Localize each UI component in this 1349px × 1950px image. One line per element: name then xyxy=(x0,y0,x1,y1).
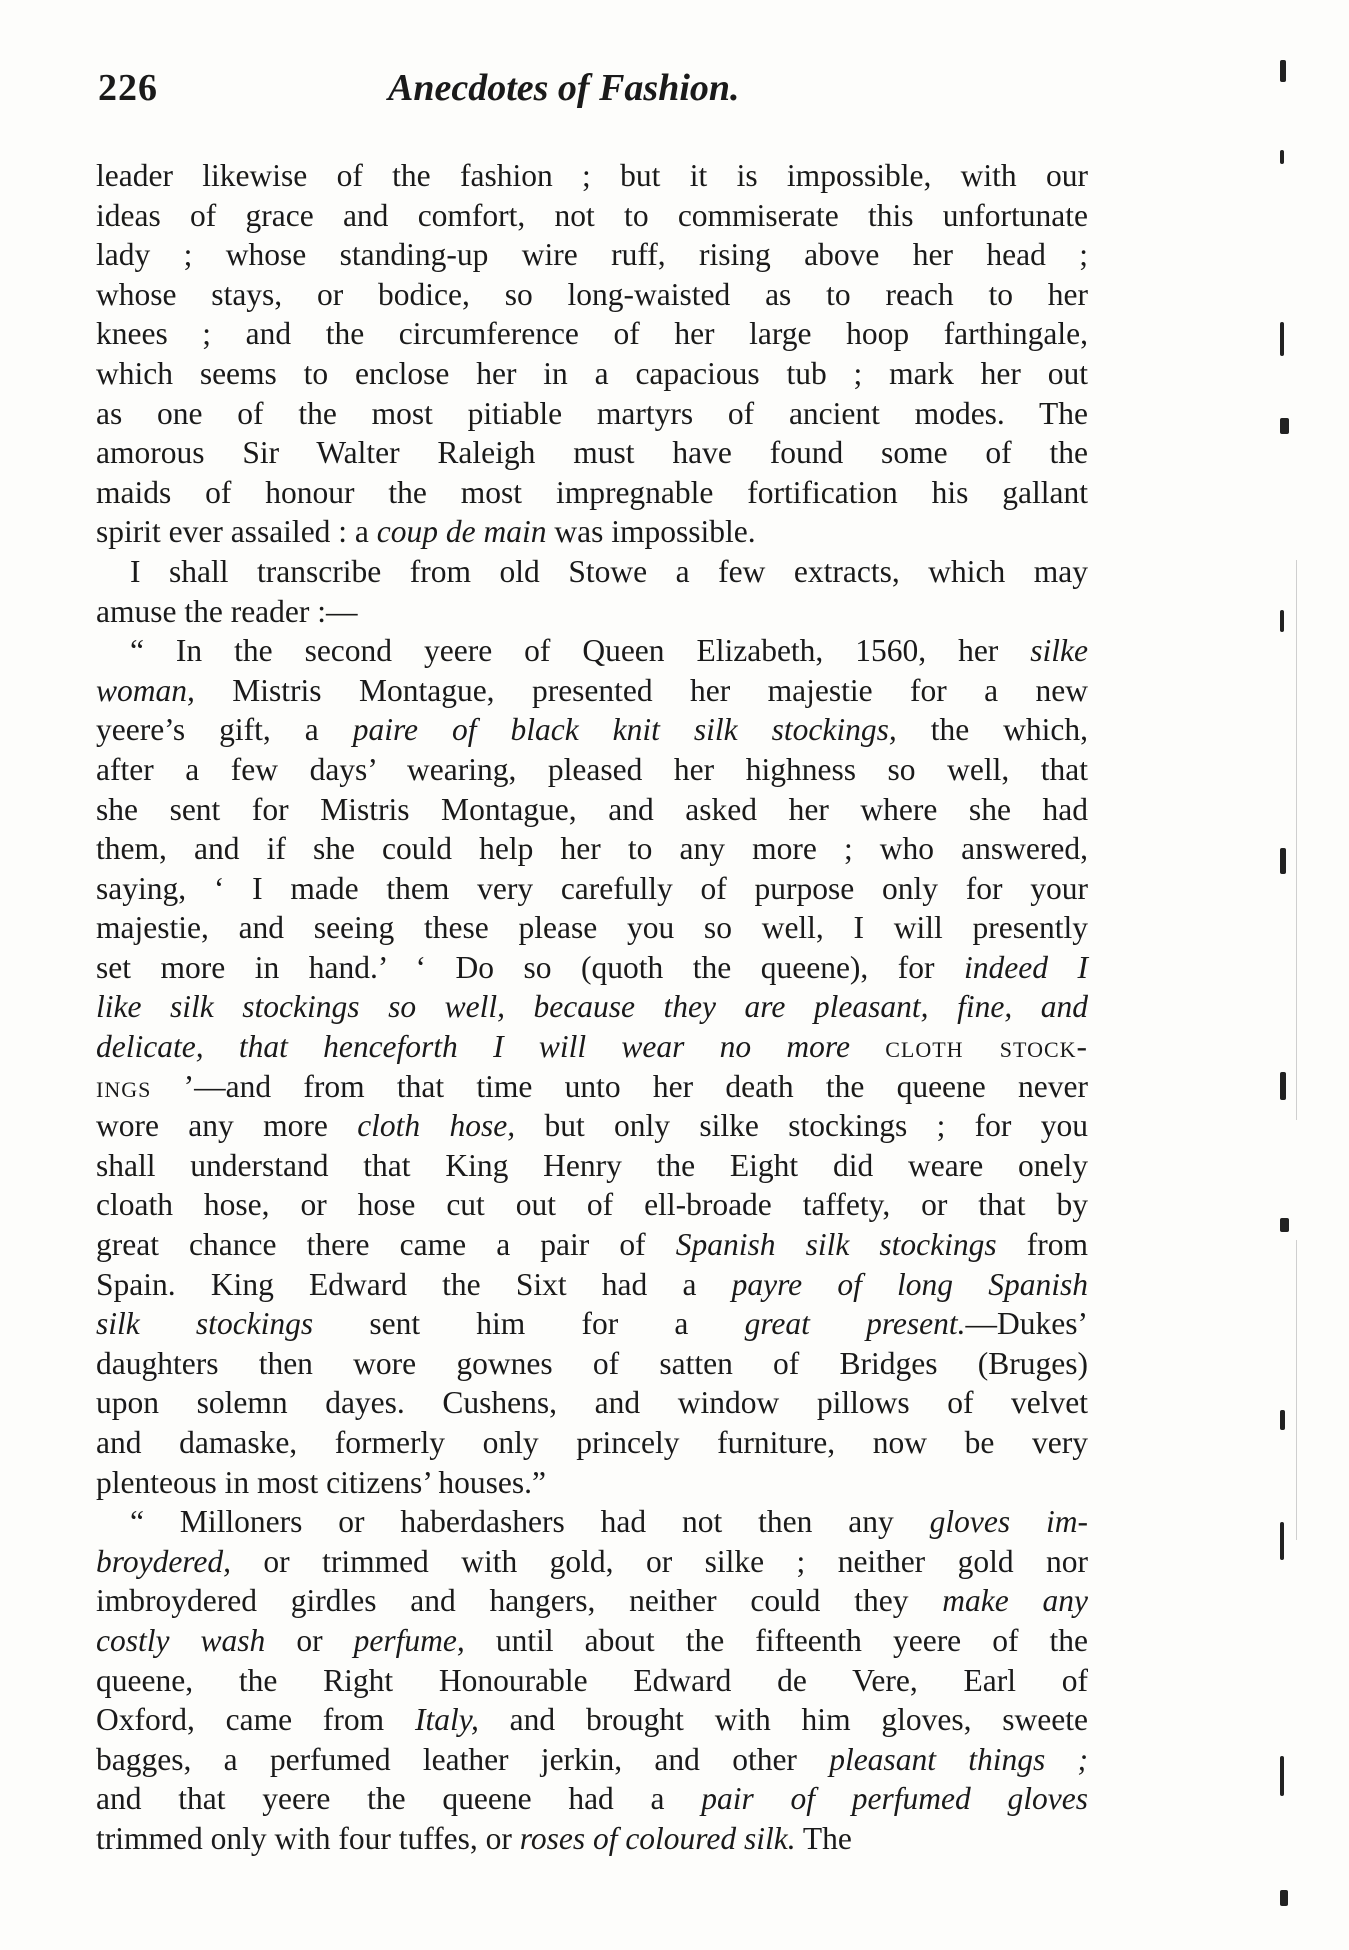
text-run: and brought with him gloves, sweete xyxy=(478,1702,1089,1738)
margin-mark xyxy=(1280,150,1284,164)
margin-mark xyxy=(1280,418,1289,434)
text-run: spirit ever assailed : a xyxy=(96,514,377,550)
text-run: ’—and from that time unto her death the queene never xyxy=(151,1068,1088,1104)
text-line xyxy=(96,1185,1088,1225)
text-run: costly wash xyxy=(96,1622,266,1658)
text-run: amorous Sir Walter Raleigh must have found some of the xyxy=(96,435,1088,471)
text-line xyxy=(96,592,1088,632)
text-run: like silk stockings so well, because they are pleasant, fine, and xyxy=(96,989,1088,1025)
margin-mark xyxy=(1280,322,1284,356)
text-run: after a few days’ wearing, pleased her highness so well, that xyxy=(96,751,1088,787)
text-line xyxy=(96,987,1088,1027)
margin-mark xyxy=(1280,1410,1285,1430)
text-run: Spain. King Edward the Sixt had a xyxy=(96,1266,732,1302)
text-line xyxy=(96,750,1088,790)
text-line xyxy=(96,512,1088,552)
text-line xyxy=(96,1423,1088,1463)
text-run: delicate, that henceforth I will wear no more xyxy=(96,1029,886,1065)
text-run: she sent for Mistris Montague, and asked her where she had xyxy=(96,791,1088,827)
text-line xyxy=(96,275,1088,315)
margin-mark xyxy=(1280,848,1286,874)
text-run: and damaske, formerly only princely furniture, now be very xyxy=(96,1425,1088,1460)
text-run: great present. xyxy=(744,1306,966,1342)
text-run: trimmed only with four tuffes, or xyxy=(96,1820,520,1856)
text-run: Oxford, came from xyxy=(96,1702,415,1738)
text-line xyxy=(96,1621,1088,1661)
text-run: bagges, a perfumed leather jerkin, and other xyxy=(96,1741,830,1777)
text-run: payre of long Spanish xyxy=(731,1266,1088,1302)
text-line xyxy=(96,196,1088,236)
text-run: from xyxy=(996,1227,1088,1263)
text-line xyxy=(96,671,1088,711)
text-run: woman, xyxy=(96,672,195,708)
text-run: ings xyxy=(96,1068,152,1104)
text-line xyxy=(96,829,1088,869)
margin-mark xyxy=(1280,1218,1289,1232)
text-run: yeere’s gift, a xyxy=(96,712,353,748)
text-run: them, and if she could help her to any more ; who answered, xyxy=(96,831,1088,867)
page-number: 226 xyxy=(98,67,158,109)
text-run: was impossible. xyxy=(546,514,756,550)
margin-marks xyxy=(1280,60,1310,1940)
text-line xyxy=(96,235,1088,275)
text-run: shall understand that King Henry the Eight did weare onely xyxy=(96,1147,1088,1183)
text-run: or trimmed with gold, or silke ; neither gold nor xyxy=(231,1543,1088,1579)
text-run: queene, the Right Honourable Edward de Vere, Earl of xyxy=(96,1662,1088,1698)
text-run: silke xyxy=(1030,633,1088,669)
text-run: cloth stock- xyxy=(885,1029,1089,1065)
text-run: gloves im- xyxy=(929,1504,1088,1540)
text-line xyxy=(96,473,1088,513)
text-run: Spanish silk stockings xyxy=(675,1227,997,1263)
text-line xyxy=(96,314,1088,354)
text-run: set more in hand.’ ‘ Do so (quoth the queene), for xyxy=(96,949,965,985)
text-run: “ In the second yeere of Queen Elizabeth, 1560, her xyxy=(130,633,1031,669)
text-line xyxy=(96,631,1088,671)
text-line xyxy=(96,1502,1088,1542)
text-run: but only silke stockings ; for you xyxy=(515,1108,1088,1144)
text-run: cloth hose, xyxy=(357,1108,516,1144)
text-run: majestie, and seeing these please you so well, I will presently xyxy=(96,910,1088,946)
text-line xyxy=(96,1304,1088,1344)
text-run: leader likewise of the fashion ; but it is impossible, with our xyxy=(96,158,1088,193)
text-run: whose stays, or bodice, so long-waisted as to reach to her xyxy=(96,276,1088,312)
margin-mark xyxy=(1280,610,1284,632)
text-run: or xyxy=(265,1622,354,1658)
text-run: Mistris Montague, presented her majestie for a new xyxy=(194,672,1088,708)
margin-mark xyxy=(1280,1072,1286,1100)
text-run: plenteous in most citizens’ houses.” xyxy=(96,1464,546,1500)
text-run: broydered, xyxy=(96,1543,231,1579)
text-run: wore any more xyxy=(96,1108,358,1144)
text-run: pair of perfumed gloves xyxy=(701,1781,1088,1817)
text-run: paire of black knit silk stockings, xyxy=(352,712,897,748)
text-line xyxy=(96,354,1088,394)
text-run: until about the fifteenth yeere of the xyxy=(464,1622,1088,1658)
text-run: imbroydered girdles and hangers, neither could they xyxy=(96,1583,943,1619)
text-run: saying, ‘ I made them very carefully of purpose only for your xyxy=(96,870,1088,906)
text-line xyxy=(96,552,1088,592)
text-run: maids of honour the most impregnable fortification his gallant xyxy=(96,474,1088,510)
running-title: Anecdotes of Fashion. xyxy=(388,67,740,109)
text-run: and that yeere the queene had a xyxy=(96,1781,702,1817)
body-text xyxy=(96,156,1088,1859)
text-line xyxy=(96,1581,1088,1621)
text-run: indeed I xyxy=(964,949,1088,985)
margin-mark xyxy=(1280,60,1286,82)
text-run: silk stockings xyxy=(96,1306,314,1342)
text-run: knees ; and the circumference of her large hoop farthingale, xyxy=(96,316,1088,352)
text-line xyxy=(96,1027,1088,1067)
text-line xyxy=(96,1463,1088,1503)
text-line xyxy=(96,1542,1088,1582)
text-line xyxy=(96,710,1088,750)
text-line xyxy=(96,394,1088,434)
text-line xyxy=(96,1700,1088,1740)
gutter-line xyxy=(1296,1240,1297,1540)
text-run: great chance there came a pair of xyxy=(96,1227,676,1263)
text-run: perfume, xyxy=(353,1622,465,1658)
text-run: —Dukes’ xyxy=(965,1306,1088,1342)
text-run: pleasant things ; xyxy=(829,1741,1089,1777)
text-run: The xyxy=(795,1820,852,1856)
margin-mark xyxy=(1280,1890,1288,1906)
text-run: lady ; whose standing-up wire ruff, rising above her head ; xyxy=(96,237,1088,273)
text-line xyxy=(96,1661,1088,1701)
text-line xyxy=(96,1146,1088,1186)
text-run: which seems to enclose her in a capacious tub ; mark her out xyxy=(96,355,1088,391)
text-line xyxy=(96,433,1088,473)
text-run: the which, xyxy=(896,712,1089,748)
text-line xyxy=(96,908,1088,948)
text-line xyxy=(96,948,1088,988)
text-line xyxy=(96,1740,1088,1780)
text-run: roses of coloured silk. xyxy=(519,1820,796,1856)
text-run: cloath hose, or hose cut out of ell-broade taffety, or that by xyxy=(96,1187,1088,1223)
text-line xyxy=(96,1779,1088,1819)
text-run: ideas of grace and comfort, not to commiserate this unfortunate xyxy=(96,197,1088,233)
text-run: as one of the most pitiable martyrs of ancient modes. The xyxy=(96,395,1088,431)
margin-mark xyxy=(1280,1756,1284,1796)
gutter-line xyxy=(1296,560,1297,1120)
text-line xyxy=(96,790,1088,830)
text-run: amuse the reader :— xyxy=(96,593,358,629)
text-run: upon solemn dayes. Cushens, and window pillows of velvet xyxy=(96,1385,1088,1421)
text-line xyxy=(96,869,1088,909)
text-line xyxy=(96,1819,1088,1859)
text-run: make any xyxy=(942,1583,1088,1619)
running-head xyxy=(98,62,1088,122)
text-line xyxy=(96,1383,1088,1423)
text-line xyxy=(96,1225,1088,1265)
text-line xyxy=(96,1265,1088,1305)
text-run: Italy, xyxy=(414,1702,479,1738)
text-run: sent him for a xyxy=(313,1306,745,1342)
text-line xyxy=(96,1344,1088,1384)
text-line xyxy=(96,156,1088,196)
text-line xyxy=(96,1106,1088,1146)
text-run: daughters then wore gownes of satten of Bridges (Bruges) xyxy=(96,1345,1088,1381)
text-run: coup de main xyxy=(376,514,547,550)
text-line xyxy=(96,1067,1088,1107)
text-run: “ Milloners or haberdashers had not then any xyxy=(130,1504,930,1540)
margin-mark xyxy=(1280,1522,1284,1560)
text-run: I shall transcribe from old Stowe a few extracts, which may xyxy=(130,553,1088,589)
